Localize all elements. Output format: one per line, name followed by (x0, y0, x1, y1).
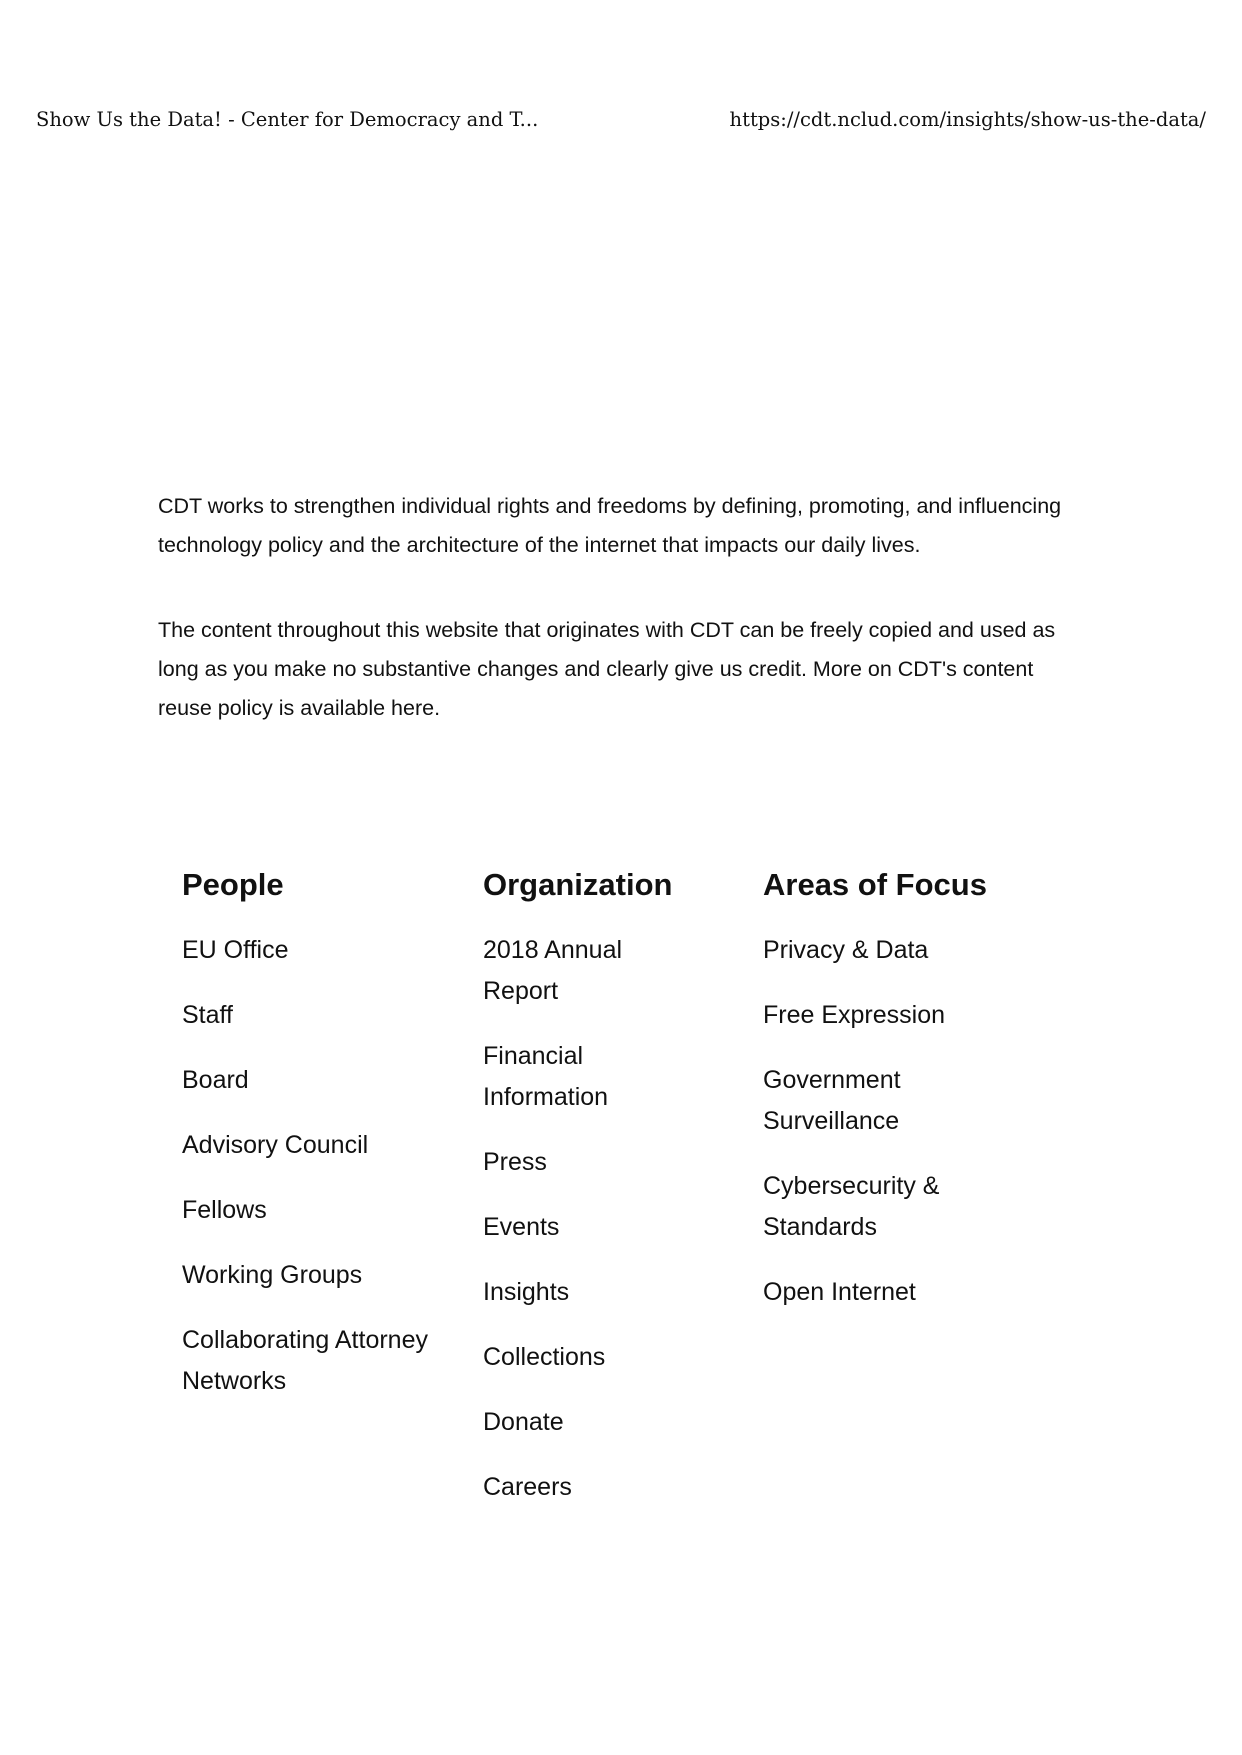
content-reuse-notice (158, 611, 1078, 728)
footer-link-fellows[interactable]: Fellows (182, 1196, 267, 1224)
footer-link-insights[interactable]: Insights (483, 1278, 570, 1306)
footer-link-board[interactable]: Board (182, 1066, 249, 1094)
footer-link-collaborating-attorney-networks[interactable]: Collaborating Attorney Networks (182, 1326, 428, 1395)
footer-link-eu-office[interactable]: EU Office (182, 936, 289, 964)
footer-link-free-expression[interactable]: Free Expression (763, 1001, 946, 1029)
about-section (158, 487, 1078, 728)
footer-link-staff[interactable]: Staff (182, 1001, 233, 1029)
print-header (36, 108, 1206, 138)
footer-link-government-surveillance[interactable]: Government Surveillance (763, 1066, 901, 1135)
footer-column-people (182, 862, 432, 1426)
footer-link-advisory-council[interactable]: Advisory Council (182, 1131, 369, 1159)
footer-link-annual-report[interactable]: 2018 Annual Report (483, 936, 623, 1005)
mission-statement: CDT works to strengthen individual rights and freedoms by defining, promoting, and influencing technology policy and the architecture of the internet that impacts our daily lives. (158, 494, 1062, 557)
footer-link-events[interactable]: Events (483, 1213, 560, 1241)
footer-link-careers[interactable]: Careers (483, 1473, 572, 1501)
footer-link-open-internet[interactable]: Open Internet (763, 1278, 916, 1306)
content-reuse-end: . (434, 696, 441, 720)
page-title: Show Us the Data! - Center for Democracy and T... (36, 108, 539, 131)
footer-heading-areas-of-focus: Areas of Focus (763, 867, 987, 902)
page-url: https://cdt.nclud.com/insights/show-us-the-data/ (729, 108, 1206, 131)
footer-link-working-groups[interactable]: Working Groups (182, 1261, 363, 1289)
footer-link-privacy-data[interactable]: Privacy & Data (763, 936, 929, 964)
footer-link-collections[interactable]: Collections (483, 1343, 606, 1371)
footer-link-cybersecurity-standards[interactable]: Cybersecurity & Standards (763, 1172, 940, 1241)
footer-heading-organization: Organization (483, 867, 673, 902)
footer-column-organization (483, 862, 703, 1532)
content-reuse-policy-link[interactable]: here (391, 696, 435, 720)
footer-link-financial-information[interactable]: Financial Information (483, 1042, 609, 1111)
footer-heading-people: People (182, 867, 284, 902)
footer-link-press[interactable]: Press (483, 1148, 547, 1176)
footer-column-areas-of-focus (763, 862, 1013, 1337)
content-reuse-text: The content throughout this website that originates with CDT can be freely copied and used as long as you make no substantive changes and clearly give us credit. More on CDT's content reuse policy is available (158, 618, 1056, 720)
footer-link-donate[interactable]: Donate (483, 1408, 564, 1436)
